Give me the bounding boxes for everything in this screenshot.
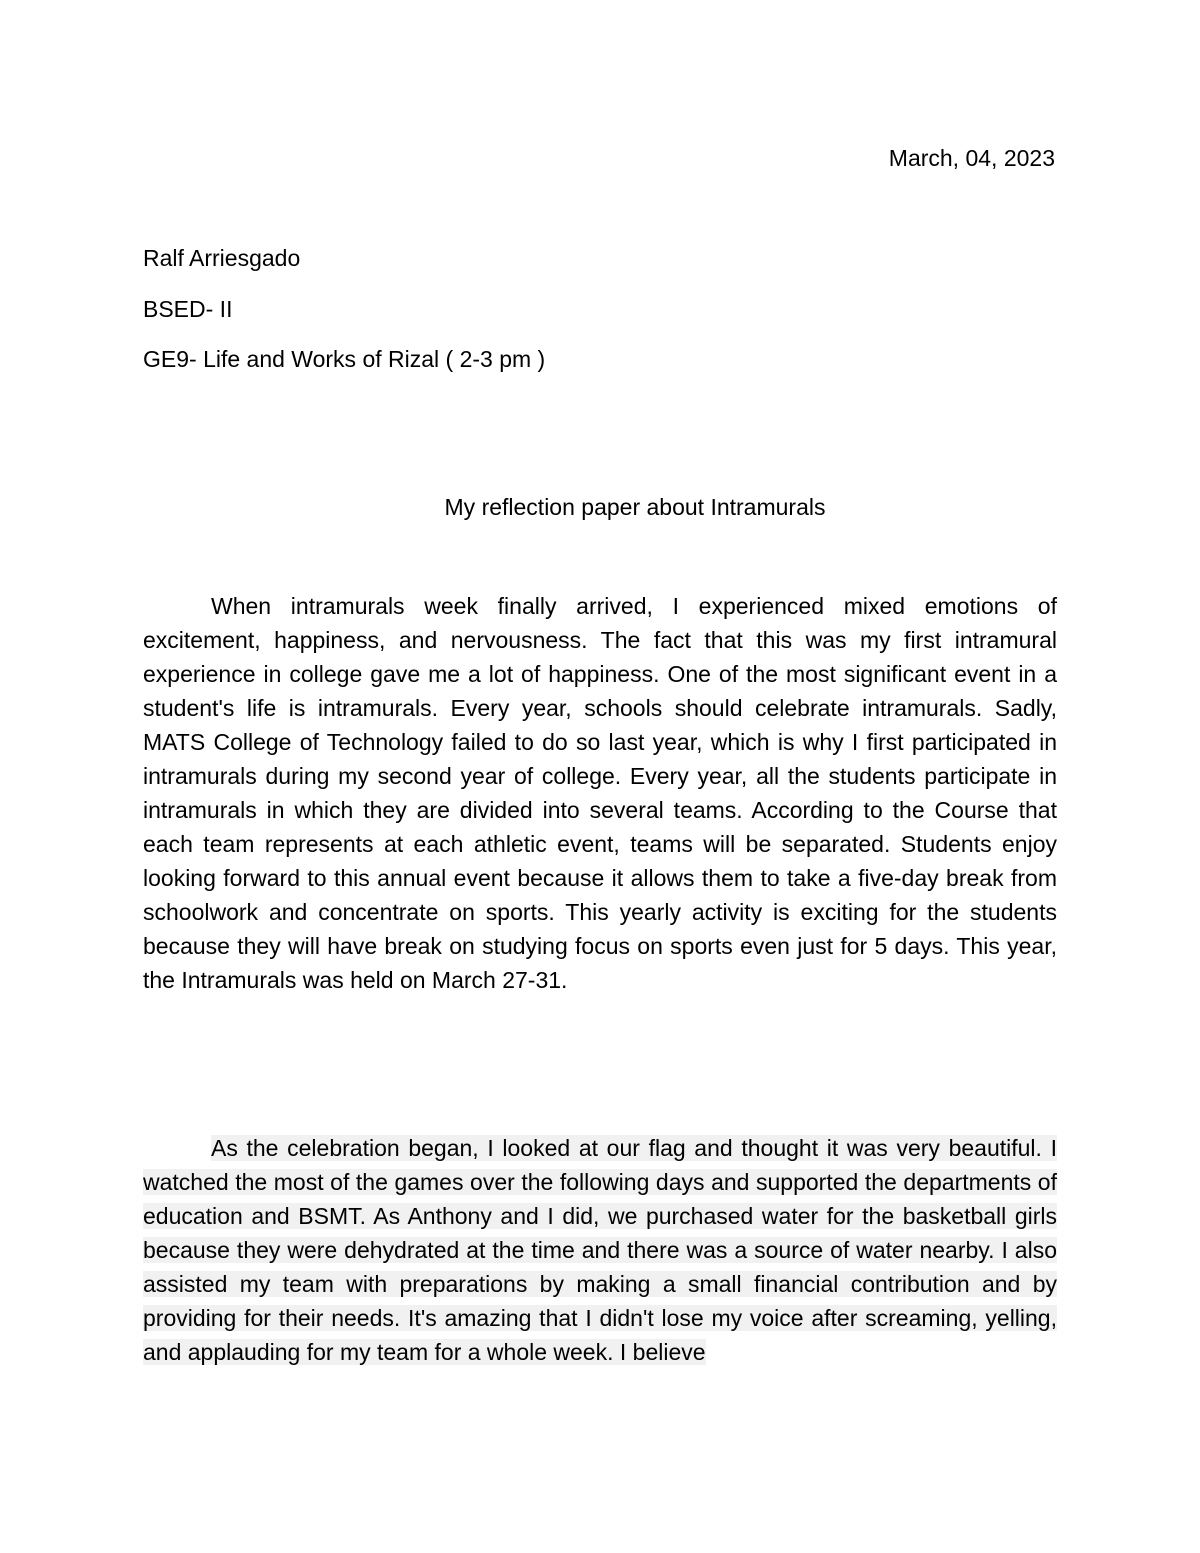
author-name: Ralf Arriesgado xyxy=(143,245,301,271)
course-label: BSED- II xyxy=(143,296,233,322)
paper-title: My reflection paper about Intramurals xyxy=(444,494,826,520)
body-paragraph-2 xyxy=(143,1131,1057,1369)
paragraph-1-text: When intramurals week finally arrived, I experienced mixed emotions of excitement, happiness, and nervousness. The fact that this was my first intramural experience in college gave me a lot of happiness. One of the most significant event in a student's life is intramurals. Every year, schools should celebrate intramurals. Sadly, MATS College of Technology failed to do so last year, which is why I first participated in intramurals during my second year of college. Every year, all the students participate in intramurals in which they are divided into several teams. According to the Course that each team represents at each athletic event, teams will be separated. Students enjoy looking forward to this annual event because it allows them to take a five-day break from schoolwork and concentrate on sports. This yearly activity is exciting for the students because they will have break on studying focus on sports even just for 5 days. This year, the Intramurals was held on March 27-31. xyxy=(143,593,1057,993)
body-paragraph-1 xyxy=(143,589,1057,997)
paragraph-2-text: As the celebration began, I looked at our flag and thought it was very beautiful. I watched the most of the games over the following days and supported the departments of education and BSMT. As Anthony and I did, we purchased water for the basketball girls because they were dehydrated at the time and there was a source of water nearby. I also assisted my team with preparations by making a small financial contribution and by providing for their needs. It's amazing that I didn't lose my voice after screaming, yelling, and applauding for my team for a whole week. I believe xyxy=(143,1135,1057,1365)
letter-date: March, 04, 2023 xyxy=(888,145,1055,171)
subject-label: GE9- Life and Works of Rizal ( 2-3 pm ) xyxy=(143,346,546,372)
